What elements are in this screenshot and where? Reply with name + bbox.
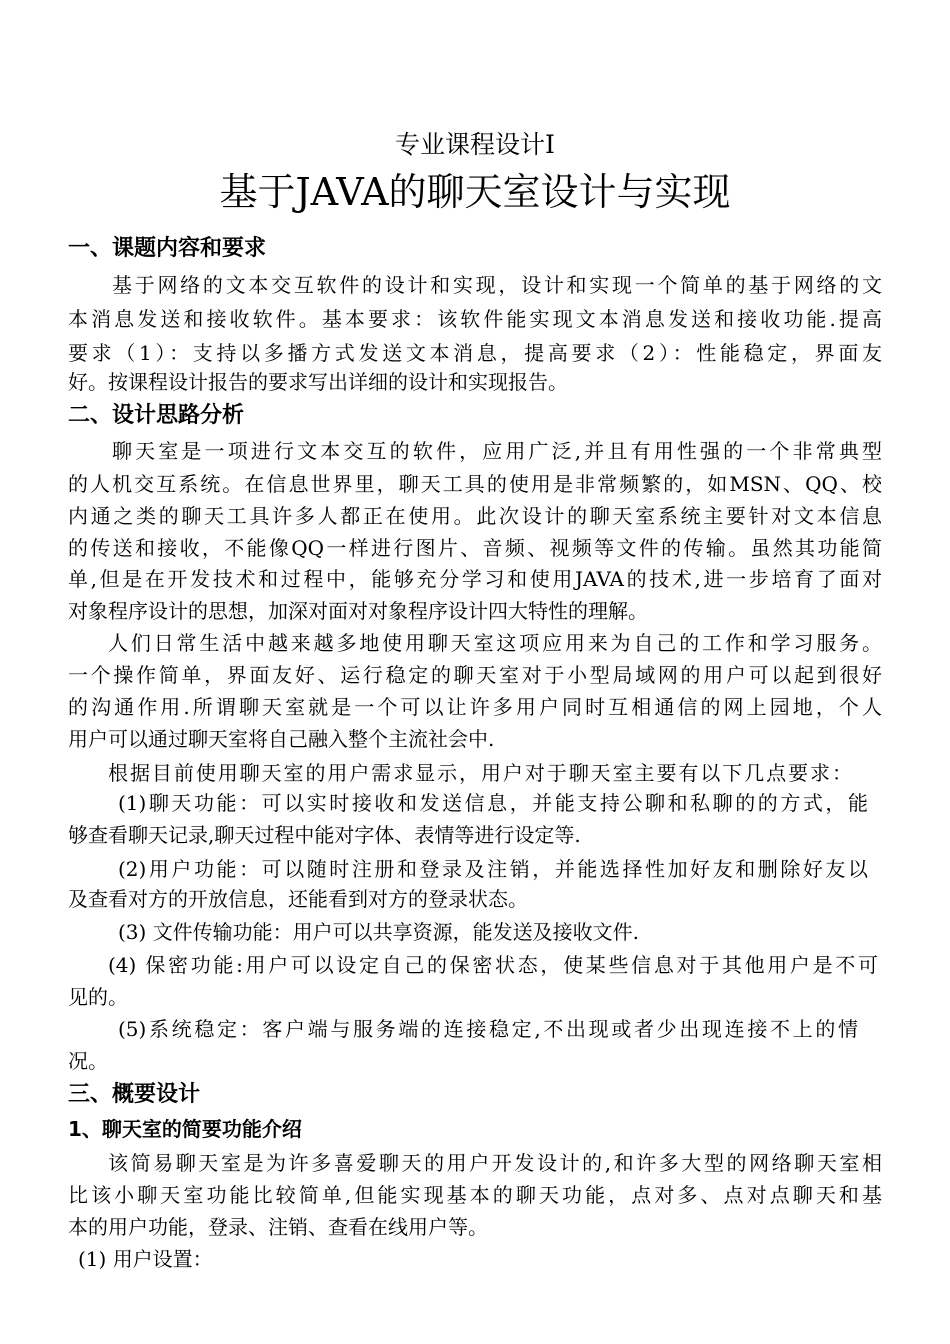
- paragraph-line: 用户可以通过聊天室将自己融入整个主流社会中.: [68, 727, 495, 751]
- list-item-line: 及查看对方的开放信息，还能看到对方的登录状态。: [68, 887, 528, 911]
- paragraph-line: 本的用户功能，登录、注销、查看在线用户等。: [68, 1215, 488, 1239]
- section-heading-3: 三、概要设计: [68, 1082, 201, 1107]
- paragraph-line: 的人机交互系统。在信息世界里，聊天工具的使用是非常频繁的，如MSN、QQ、校: [68, 472, 882, 496]
- list-item-line: (3) 文件传输功能：用户可以共享资源，能发送及接收文件.: [118, 920, 640, 944]
- subsection-heading: 1、聊天室的简要功能介绍: [68, 1117, 302, 1141]
- list-item-line: 见的。: [68, 985, 128, 1009]
- paragraph-line: 一个操作简单，界面友好、运行稳定的聊天室对于小型局域网的用户可以起到很好: [68, 663, 882, 687]
- list-item-line: (4) 保密功能:用户可以设定自己的保密状态，使某些信息对于其他用户是不可: [108, 953, 878, 977]
- list-item-line: 够查看聊天记录,聊天过程中能对字体、表情等进行设定等.: [68, 823, 581, 847]
- paragraph-line: 聊天室是一项进行文本交互的软件，应用广泛,并且有用性强的一个非常典型: [112, 439, 882, 463]
- paragraph-line: 好。按课程设计报告的要求写出详细的设计和实现报告。: [68, 370, 568, 394]
- paragraph-line: 基于网络的文本交互软件的设计和实现，设计和实现一个简单的基于网络的文: [112, 273, 882, 297]
- paragraph-line: 对象程序设计的思想，加深对面对对象程序设计四大特性的理解。: [68, 599, 648, 623]
- section-heading-2: 二、设计思路分析: [68, 403, 245, 428]
- paragraph-line: 人们日常生活中越来越多地使用聊天室这项应用来为自己的工作和学习服务。: [108, 631, 882, 655]
- section-heading-1: 一、课题内容和要求: [68, 236, 267, 261]
- paragraph-line: 本消息发送和接收软件。基本要求：该软件能实现文本消息发送和接收功能.提高: [68, 307, 882, 331]
- list-item-line: (2)用户功能：可以随时注册和登录及注销，并能选择性加好友和删除好友以: [118, 857, 868, 881]
- course-title: 专业课程设计Ⅰ: [395, 130, 555, 159]
- paragraph-line: 根据目前使用聊天室的用户需求显示，用户对于聊天室主要有以下几点要求：: [108, 761, 852, 785]
- list-item-line: 况。: [68, 1049, 108, 1073]
- paragraph-line: 的传送和接收，不能像QQ一样进行图片、音频、视频等文件的传输。虽然其功能简: [68, 536, 882, 560]
- paragraph-line: 的沟通作用.所谓聊天室就是一个可以让许多用户同时互相通信的网上园地，个人: [68, 695, 882, 719]
- paragraph-line: 单,但是在开发技术和过程中，能够充分学习和使用JAVA的技术,进一步培育了面对: [68, 567, 882, 591]
- main-title: 基于JAVA的聊天室设计与实现: [219, 170, 731, 214]
- list-item-line: (5)系统稳定：客户端与服务端的连接稳定,不出现或者少出现连接不上的情: [118, 1017, 858, 1041]
- paragraph-line: 该简易聊天室是为许多喜爱聊天的用户开发设计的,和许多大型的网络聊天室相: [108, 1151, 882, 1175]
- list-item-line: (1) 用户设置：: [78, 1247, 213, 1271]
- list-item-line: (1)聊天功能：可以实时接收和发送信息，并能支持公聊和私聊的的方式，能: [118, 791, 868, 815]
- paragraph-line: 要求（1）：支持以多播方式发送文本消息，提高要求（2）：性能稳定，界面友: [68, 341, 882, 365]
- paragraph-line: 内通之类的聊天工具许多人都正在使用。此次设计的聊天室系统主要针对文本信息: [68, 504, 882, 528]
- paragraph-line: 比该小聊天室功能比较简单,但能实现基本的聊天功能，点对多、点对点聊天和基: [68, 1183, 882, 1207]
